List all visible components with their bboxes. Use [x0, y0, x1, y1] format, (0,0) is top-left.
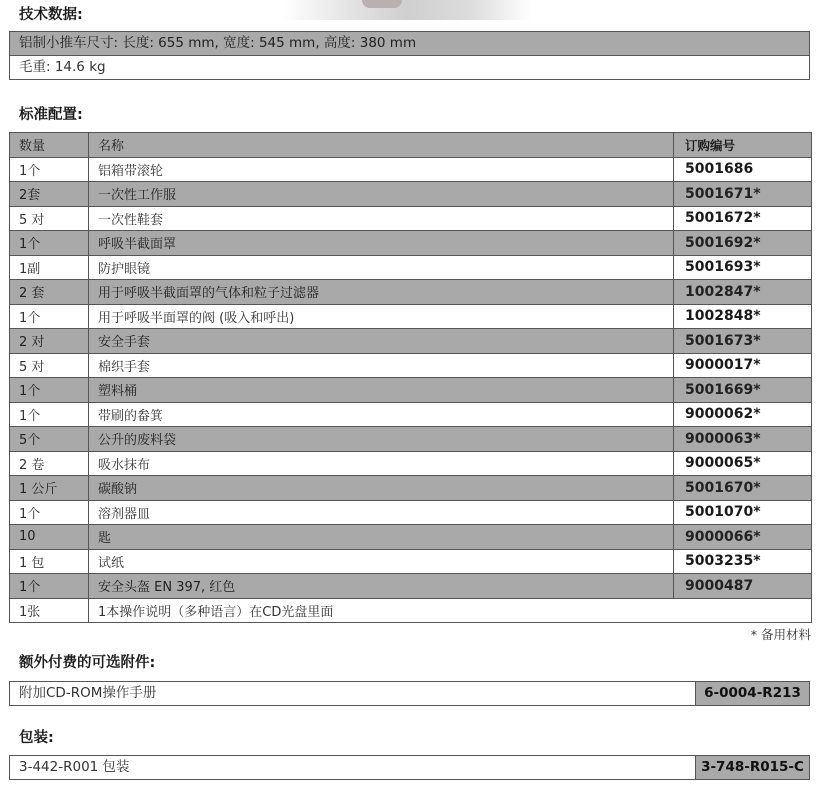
cell-qty: 1个 [10, 574, 89, 599]
cell-qty: 1个 [10, 402, 89, 427]
cell-qty: 1个 [10, 157, 89, 182]
table-row [10, 157, 812, 182]
cell-code: 5001070* [674, 500, 812, 525]
packaging-heading: 包装: [19, 730, 54, 746]
cell-code: 5001692* [674, 231, 812, 256]
cell-name: 公升的废料袋 [89, 427, 674, 452]
cell-code: 5001693* [674, 255, 812, 280]
standard-config-table [9, 132, 812, 623]
spare-parts-footnote: * 备用材料 [750, 627, 811, 642]
cell-qty: 1个 [10, 500, 89, 525]
table-header-row [10, 133, 812, 158]
optional-item-code: 6-0004-R213 [695, 682, 809, 705]
cell-qty: 5个 [10, 427, 89, 452]
cell-code: 5001673* [674, 329, 812, 354]
header-code: 订购编号 [674, 133, 812, 158]
cell-name: 铝箱带滚轮 [89, 157, 674, 182]
cell-qty: 10 [10, 525, 89, 550]
tech-weight: 毛重: 14.6 kg [10, 55, 809, 79]
header-qty: 数量 [10, 133, 89, 158]
table-row [10, 525, 812, 550]
cell-code: 9000065* [674, 451, 812, 476]
cell-name: 安全头盔 EN 397, 红色 [89, 574, 674, 599]
packaging-item-name: 3-442-R001 包装 [10, 756, 695, 779]
table-row [10, 500, 812, 525]
cell-name: 1本操作说明（多种语言）在CD光盘里面 [89, 598, 812, 623]
cell-code: 5001670* [674, 476, 812, 501]
packaging-item-code: 3-748-R015-C [695, 756, 809, 779]
cell-name: 碳酸钠 [89, 476, 674, 501]
cell-code: 9000017* [674, 353, 812, 378]
cell-qty: 1个 [10, 378, 89, 403]
cell-qty: 2 套 [10, 280, 89, 305]
product-photo-fragment [282, 0, 532, 20]
table-row [10, 402, 812, 427]
table-row [10, 182, 812, 207]
cell-code: 9000487 [674, 574, 812, 599]
table-row [10, 427, 812, 452]
optional-item-name: 附加CD-ROM操作手册 [10, 682, 695, 705]
cell-qty: 1 公斤 [10, 476, 89, 501]
optional-accessories-box [9, 681, 810, 706]
cell-name: 一次性工作服 [89, 182, 674, 207]
cell-name: 安全手套 [89, 329, 674, 354]
standard-config-heading: 标准配置: [19, 107, 83, 123]
cell-code: 9000063* [674, 427, 812, 452]
cell-code: 5001669* [674, 378, 812, 403]
cell-qty: 1副 [10, 255, 89, 280]
table-row [10, 476, 812, 501]
cell-name: 呼吸半截面罩 [89, 231, 674, 256]
cell-name: 带刷的畚箕 [89, 402, 674, 427]
cell-name: 溶剂器皿 [89, 500, 674, 525]
optional-accessories-heading: 额外付费的可选附件: [19, 655, 156, 671]
cell-qty: 2套 [10, 182, 89, 207]
cell-qty: 2 卷 [10, 451, 89, 476]
header-name: 名称 [89, 133, 674, 158]
table-row [10, 329, 812, 354]
table-row [10, 353, 812, 378]
cell-name: 防护眼镜 [89, 255, 674, 280]
cell-code: 5001672* [674, 206, 812, 231]
cell-qty: 2 对 [10, 329, 89, 354]
cell-qty: 1个 [10, 231, 89, 256]
cell-code: 5001671* [674, 182, 812, 207]
table-row [10, 206, 812, 231]
table-body [10, 157, 812, 623]
table-row [10, 231, 812, 256]
cell-code: 9000066* [674, 525, 812, 550]
tech-dimensions: 铝制小推车尺寸: 长度: 655 mm, 宽度: 545 mm, 高度: 380 mm [10, 32, 809, 55]
table-row [10, 451, 812, 476]
cell-code: 5001686 [674, 157, 812, 182]
cell-qty: 5 对 [10, 206, 89, 231]
cell-name: 棉织手套 [89, 353, 674, 378]
cell-qty: 1 包 [10, 549, 89, 574]
cell-name: 吸水抹布 [89, 451, 674, 476]
cell-name: 一次性鞋套 [89, 206, 674, 231]
cell-qty: 5 对 [10, 353, 89, 378]
cell-code: 9000062* [674, 402, 812, 427]
table-row [10, 304, 812, 329]
tech-data-heading: 技术数据: [19, 7, 83, 23]
cell-name: 用于呼吸半截面罩的气体和粒子过滤器 [89, 280, 674, 305]
table-row [10, 574, 812, 599]
table-row [10, 280, 812, 305]
cell-name: 试纸 [89, 549, 674, 574]
cell-qty: 1个 [10, 304, 89, 329]
cell-name: 匙 [89, 525, 674, 550]
packaging-box [9, 755, 810, 780]
tech-data-box [9, 31, 810, 80]
cell-qty: 1张 [10, 598, 89, 623]
table-row [10, 378, 812, 403]
cell-name: 塑料桶 [89, 378, 674, 403]
cell-code: 1002847* [674, 280, 812, 305]
cell-code: 1002848* [674, 304, 812, 329]
table-row [10, 255, 812, 280]
table-row [10, 549, 812, 574]
cell-code: 5003235* [674, 549, 812, 574]
table-row [10, 598, 812, 623]
cell-name: 用于呼吸半面罩的阀 (吸入和呼出) [89, 304, 674, 329]
